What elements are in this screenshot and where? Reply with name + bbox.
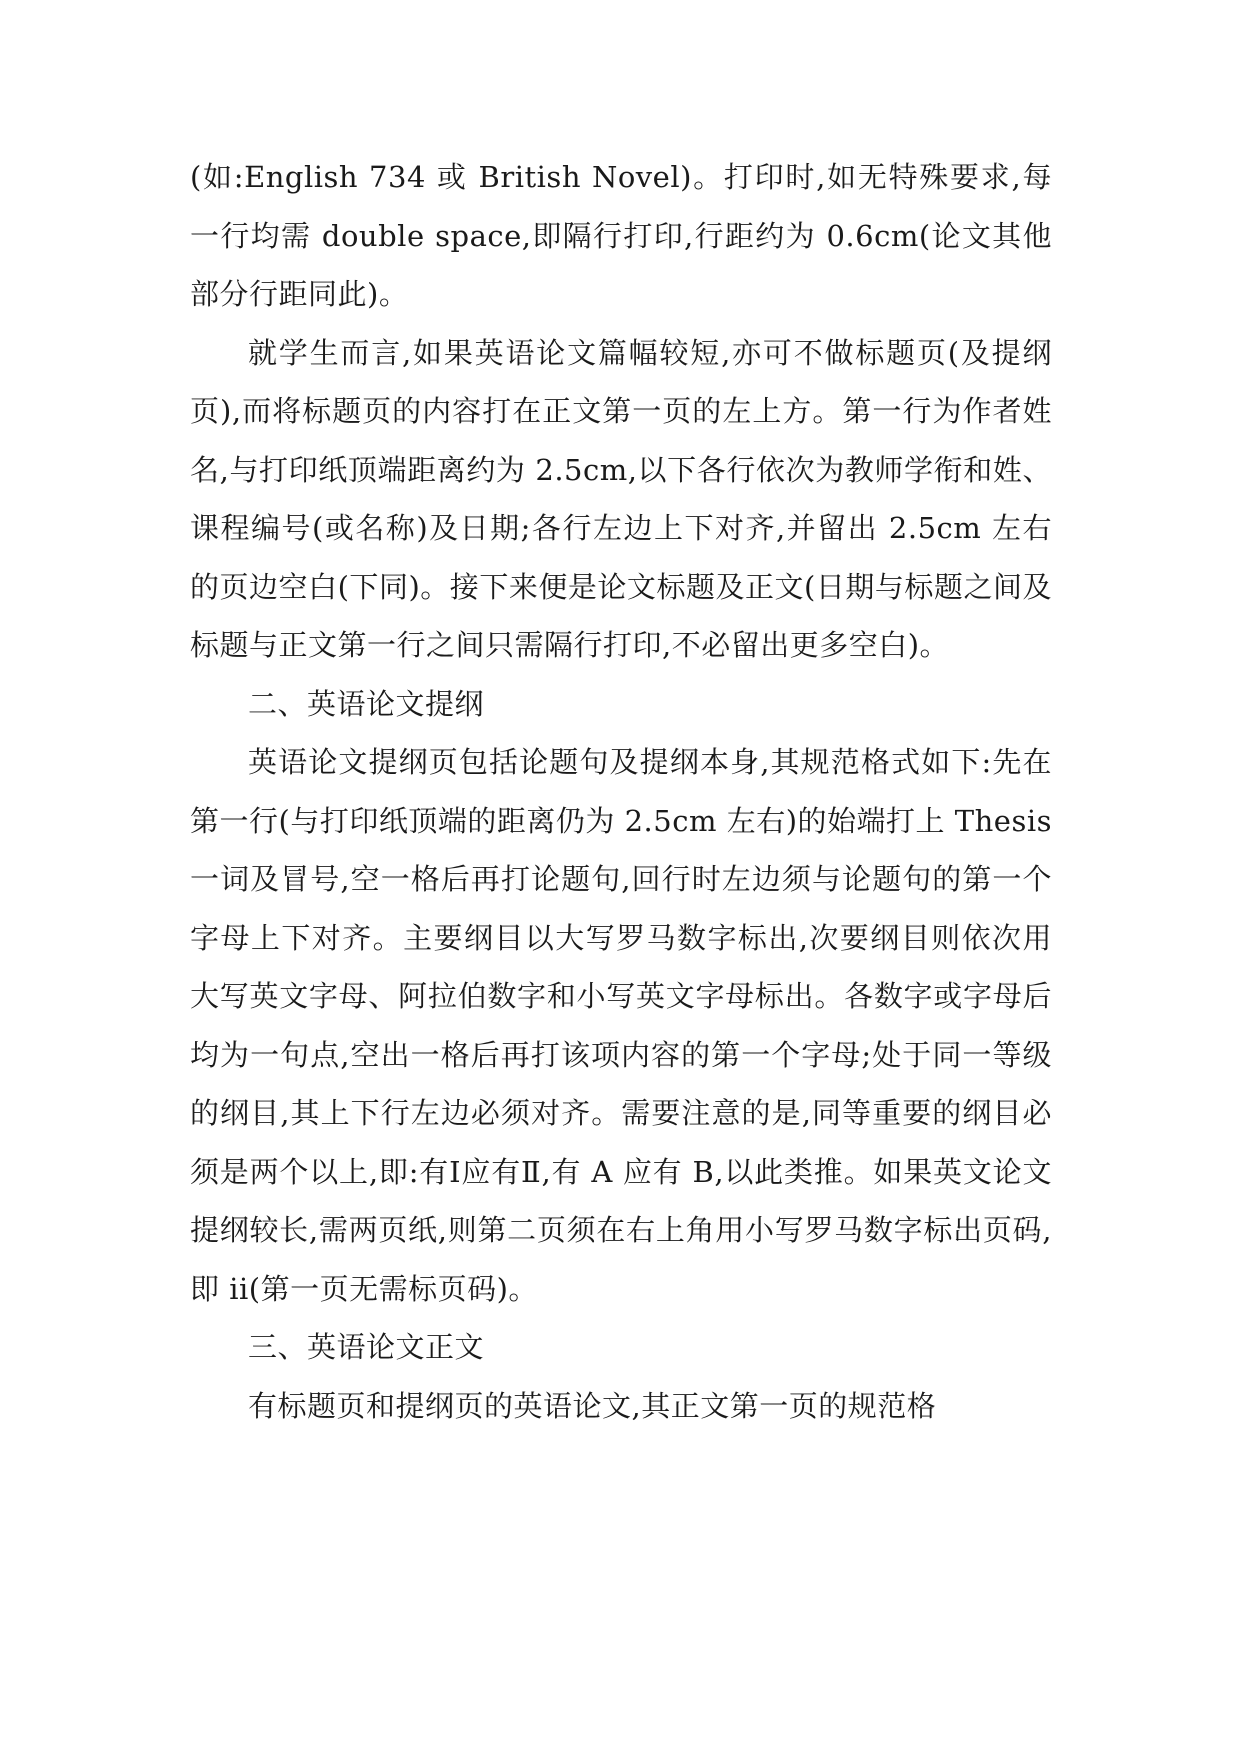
- document-page: [190, 148, 1052, 1435]
- paragraph-body-first-page: 有标题页和提纲页的英语论文,其正文第一页的规范格: [248, 1388, 937, 1423]
- section-heading-outline: 二、英语论文提纲: [248, 686, 485, 721]
- paragraph-intro-continuation: (如:English 734 或 British Novel)。打印时,如无特殊要求,每一行均需 double space,即隔行打印,行距约为 0.6cm(论文其他部分行距同此)。: [190, 160, 1052, 311]
- paragraph-outline-format: 英语论文提纲页包括论题句及提纲本身,其规范格式如下:先在第一行(与打印纸顶端的距离仍为 2.5cm 左右)的始端打上 Thesis 一词及冒号,空一格后再打论题句,回行时左边须与论题句的第一个字母上下对齐。主要纲目以大写罗马数字标出,次要纲目则依次用大写英文字母、阿拉伯数字和小写英文字母标出。各数字或字母后均为一句点,空出一格后再打该项内容的第一个字母;处于同一等级的纲目,其上下行左边必须对齐。需要注意的是,同等重要的纲目必须是两个以上,即:有Ⅰ应有Ⅱ,有 A 应有 B,以此类推。如果英文论文提纲较长,需两页纸,则第二页须在右上角用小写罗马数字标出页码,即 ii(第一页无需标页码)。: [190, 745, 1052, 1306]
- section-heading-body: 三、英语论文正文: [248, 1330, 485, 1364]
- paragraph-short-paper-layout: 就学生而言,如果英语论文篇幅较短,亦可不做标题页(及提纲页),而将标题页的内容打在正文第一页的左上方。第一行为作者姓名,与打印纸顶端距离约为 2.5cm,以下各行依次为教师学衔和姓、课程编号(或名称)及日期;各行左边上下对齐,并留出 2.5cm 左右的页边空白(下同)。接下来便是论文标题及正文(日期与标题之间及标题与正文第一行之间只需隔行打印,不必留出更多空白)。: [190, 335, 1052, 662]
